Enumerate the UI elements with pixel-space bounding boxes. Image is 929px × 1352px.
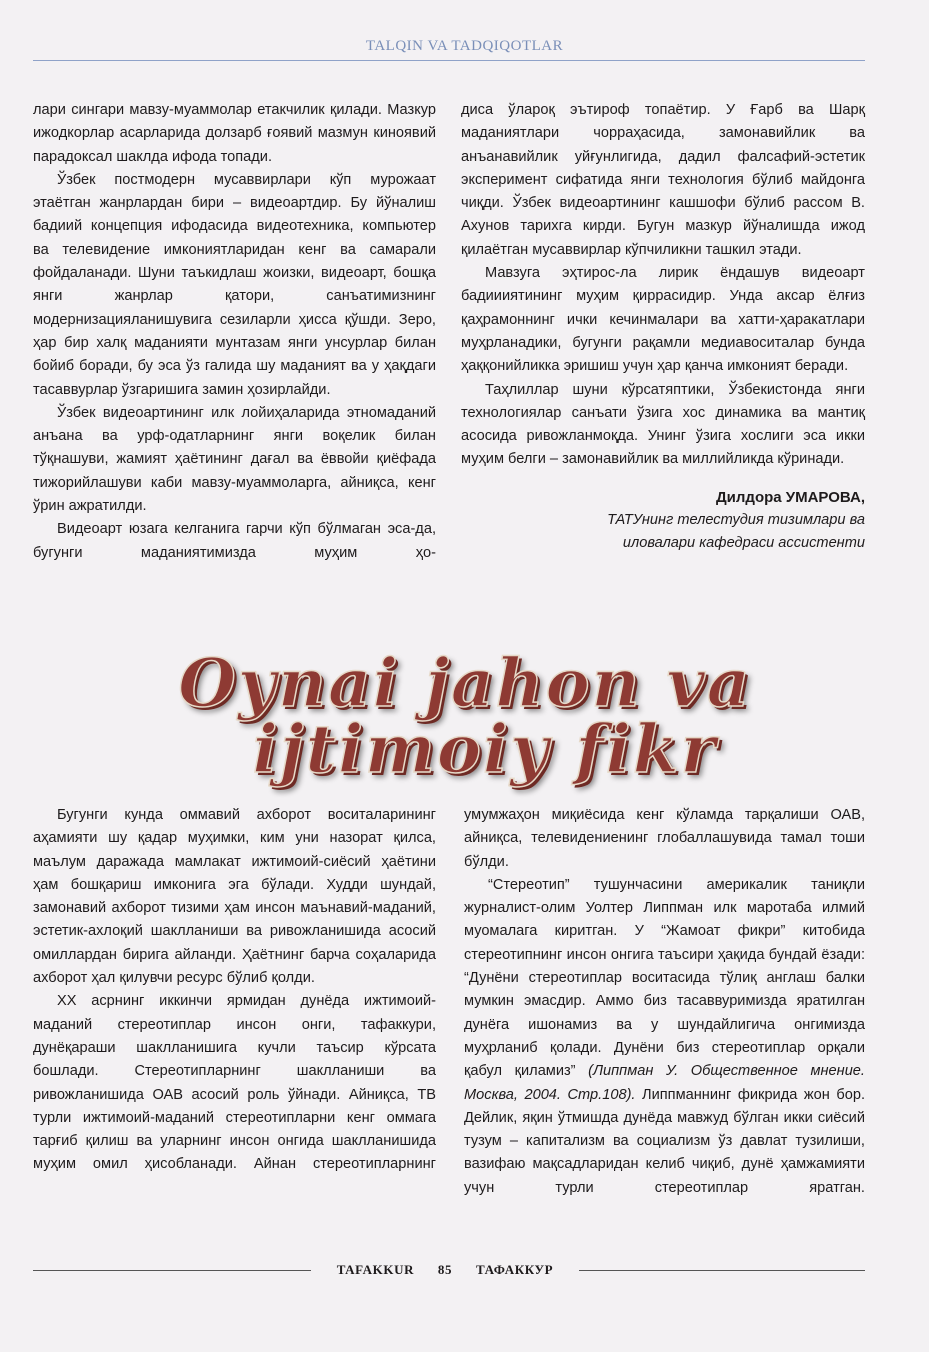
paragraph: Ўзбек постмодерн мусаввирлари кўп мурожаат этаётган жанрлардан бири – видеоартдир. Бу йўналиш бадиий концепция ифодасида видеотехника, компьютер ва телевидение имкониятларидан кенг ва самарали фойдаланади. Шуни таъкидлаш жоизки, видеоарт, бошқа янги жанрлар қатори, санъатимизнинг модернизацияланишувига сезиларли ҳисса қўшди. Зеро, ҳар бир халқ маданияти мунтазам янги унсурлар билан бойиб боради, бу эса ўз галида шу маданият ва у ҳақдаги тасаввурлар ўзгаришига замин ҳозирлайди. — [33, 171, 436, 398]
article2-column-right — [464, 804, 865, 1200]
author-name: Дилдора УМАРОВА, — [715, 488, 865, 506]
running-header: TALQIN VA TADQIQOTLAR — [365, 38, 564, 54]
paragraph — [464, 874, 865, 1200]
header-rule — [33, 60, 865, 61]
page-footer — [33, 1262, 865, 1282]
author-role: ТАТУнинг телестудия тизимлари ва — [607, 512, 865, 529]
footer-rule — [579, 1270, 865, 1271]
paragraph: XX асрнинг иккинчи ярмидан дунёда ижтимоий-маданий стереотиплар инсон онги, тафаккури, дунёқараши шаклланишига кучли таъсир кўрсата бошлади. Стереотипларнинг шаклланиши ва ривожланишида ОАВ асосий роль ўйнади. Айниқса, ТВ турли ижтимоий-маданий стереотипларни кенг оммага тарғиб қилиш ва уларнинг инсон онгида шаклланишида муҳим омил ҳисобланади. Айнан стереотипларнинг — [33, 993, 436, 1173]
paragraph: Мавзуга эҳтирос-ла лирик ёндашув видеоарт бадиииятининг муҳим қиррасидир. Унда аксар ёлғиз қаҳрамоннинг ички кечинмалари ва хатти-ҳаракатлари муҳрланадики, бугунги рақамли медиавоситалар бунда ҳаққонийликка эришиш учун ҳар қанча имконият беради. — [461, 265, 865, 375]
article2-column-left — [33, 804, 436, 1177]
author-signature — [461, 486, 865, 555]
author-role: иловалари кафедраси ассистенти — [622, 535, 865, 552]
paragraph: Видеоарт юзага келганига гарчи кўп бўлмаган эса-да, бугунги маданиятимизда муҳим ҳо- — [33, 521, 436, 561]
citation: (Липпман У. Общественное мнение. Москва, 2004. Стр.108). — [464, 1063, 865, 1103]
paragraph: диса ўлароқ эътироф топаётир. У Ғарб ва Шарқ маданиятлари чорраҳасида, замонавийлик ва анъанавийлик уйғунлигида, дадил фалсафий-эстетик эксперимент сифатида янги технология бўлиб майдонга чиқди. Ўзбек видеоартининг кашшофи бўлиб рассом В. Ахунов тарихга кирди. Бугун мазкур йўналишда ижод қилаётган мусаввирлар кўпчиликни ташкил этади. — [461, 102, 865, 258]
footer-rule — [33, 1270, 311, 1271]
footer-text — [323, 1262, 567, 1278]
paragraph-text: Липпманнинг фикрида жон бор. Дейлик, яқин ўтмишда дунёда мавжуд бўлган икки сиёсий тузум – капитализм ва социализм ўз давлат тузилиши, вазифаю мақсадларидан келиб чиқиб, дунё ҳамжамияти учун турли стереотиплар яратган. — [464, 1086, 865, 1196]
footer-magazine-cyrillic: ТАФАККУР — [475, 1262, 554, 1277]
article1-column-left — [33, 99, 436, 565]
footer-magazine-latin: TAFAKKUR — [336, 1262, 415, 1277]
article2-title — [150, 644, 790, 788]
article1-column-right — [461, 99, 865, 555]
paragraph: Таҳлиллар шуни кўрсатяптики, Ўзбекистонда янги технологиялар санъати ўзига хос динамика ва мантиқ асосида ривожланмоқда. Унинг ўзига хослиги эса икки муҳим белги – замонавийлик ва миллийликда кўринади. — [461, 381, 865, 468]
title-line: ijtimoiy fikr — [252, 710, 718, 788]
paragraph: лари сингари мавзу-муаммолар етакчилик қилади. Мазкур ижодкорлар асарларида долзарб ғоявий мазмун киноявий парадоксал шаклда ифода топади. — [33, 102, 436, 165]
paragraph: Ўзбек видеоартининг илк лойиҳаларида этномаданий анъана ва урф-одатларнинг янги воқелик билан тўқнашуви, жамият ҳаётининг дағал ва ёввойи қиёфада тижорийлашуви каби мавзу-муаммоларга, айниқса, кенг ўрин ажратилди. — [33, 404, 436, 515]
page-number: 85 — [437, 1262, 453, 1277]
title-line: Oynai jahon va — [178, 644, 752, 722]
paragraph: умумжаҳон миқиёсида кенг кўламда тарқалиши ОАВ, айниқса, телевидениенинг глобаллашувида тамал тоши бўлди. — [464, 807, 865, 870]
paragraph: Бугунги кунда оммавий ахборот воситаларининг аҳамияти шу қадар муҳимки, ким уни назорат қилса, маълум даражада мамлакат ижтимоий-сиёсий ҳаётини ҳам бошқариш имконига эга бўлади. Худди шундай, замонавий ахборот тизими ҳам инсон маънавий-маданий, эстетик-ахлоқий шаклланиши ва ривожланишида асосий омиллардан бирига айланди. Ҳаётнинг барча соҳаларида ахборот ҳал қилувчи ресурс бўлиб қолди. — [33, 807, 436, 987]
paragraph-text: “Стереотип” тушунчасини америкалик таниқли журналист-олим Уолтер Липпман илк маротаба илмий муомалага киритган. У “Жамоат фикри” китобида стереотипнинг инсон онгига таъсири ҳақида бундай ёзади: “Дунёни стереотиплар воситасида тўлиқ англаш балки мумкин эмасдир. Аммо биз тасаввуримизда яратилган дунёга ишонамиз ва у шундайлигича онгимизда муҳрланиб қолади. Дунёни биз стереотиплар орқали қабул қиламиз” — [464, 876, 865, 1080]
